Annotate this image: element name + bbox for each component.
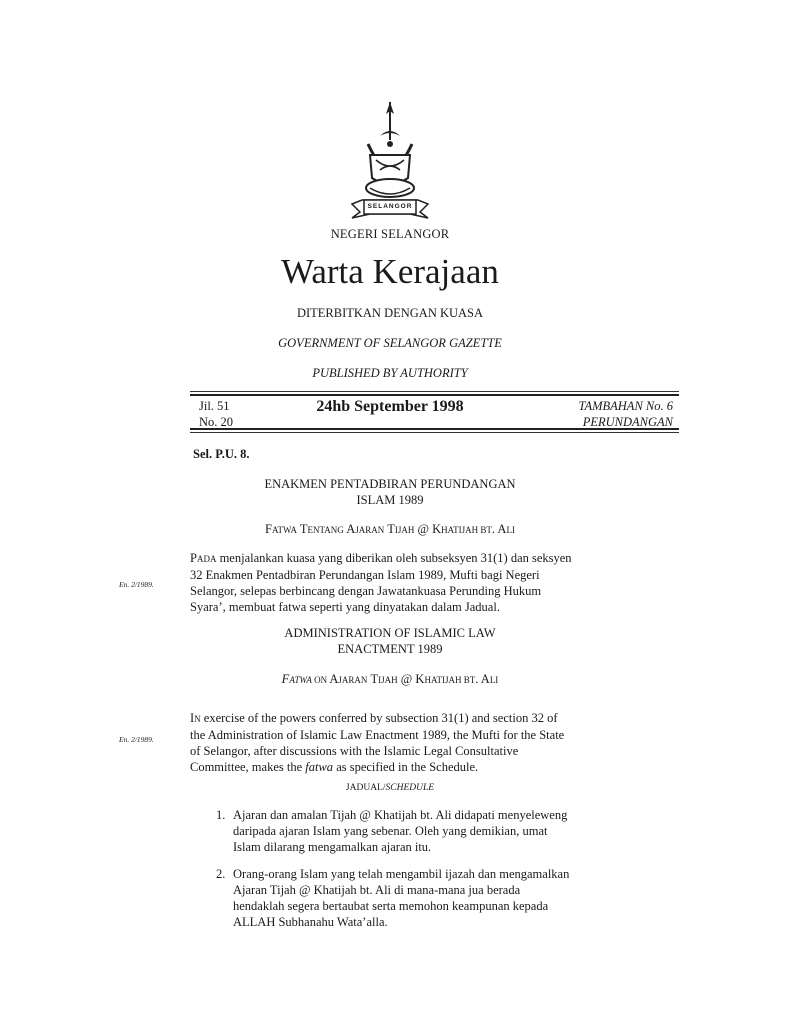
masthead-rule-bottom-thick bbox=[190, 428, 679, 430]
act-title-en-line1: ADMINISTRATION OF ISLAMIC LAW bbox=[284, 626, 496, 640]
paragraph-ms bbox=[190, 550, 587, 615]
published-with-authority-ms: DITERBITKAN DENGAN KUASA bbox=[296, 306, 484, 320]
margin-note-en: En. 2/1989. bbox=[119, 735, 154, 744]
paragraph-ms-line2: 32 Enakmen Pentadbiran Perundangan Islam 1989, Mufti bagi Negeri bbox=[190, 568, 540, 582]
schedule-item-line: Ajaran dan amalan Tijah @ Khatijah bt. Ali didapati menyeleweng bbox=[233, 808, 568, 822]
crest-ribbon-label: SELANGOR bbox=[367, 203, 413, 210]
schedule-item-line: Islam dilarang mengamalkan ajaran itu. bbox=[233, 840, 432, 854]
schedule-item-line: daripada ajaran Islam yang sebenar. Oleh yang demikian, umat bbox=[233, 824, 548, 838]
act-title-ms-line1: ENAKMEN PENTADBIRAN PERUNDANGAN bbox=[264, 477, 516, 491]
fatwa-title-en: FATWA ON AJARAN TIJAH @ KHATIJAH BT. ALI bbox=[281, 672, 499, 686]
paragraph-en-line3: of Selangor, after discussions with the Islamic Legal Consultative bbox=[190, 744, 519, 758]
supplement-info bbox=[520, 398, 673, 430]
schedule-heading: JADUAL/SCHEDULE bbox=[345, 783, 435, 793]
supplement-type: PERUNDANGAN bbox=[582, 415, 673, 429]
schedule-item-line: hendaklah segera bertaubat serta memohon keampunan kepada bbox=[233, 899, 549, 913]
supplement-number: TAMBAHAN No. 6 bbox=[578, 399, 673, 413]
issue-date: 24hb September 1998 bbox=[316, 398, 464, 415]
volume-number: Jil. 51 bbox=[199, 399, 230, 413]
schedule-item-line: ALLAH Subhanahu Wata’alla. bbox=[233, 915, 388, 929]
act-title-en-line2: ENACTMENT 1989 bbox=[337, 642, 443, 656]
fatwa-title-ms: FATWA TENTANG AJARAN TIJAH @ KHATIJAH BT. ALI bbox=[265, 522, 515, 536]
schedule-item bbox=[216, 866, 587, 930]
masthead-rule-bottom bbox=[190, 432, 679, 433]
gazette-title: Warta Kerajaan bbox=[281, 252, 499, 291]
paragraph-en-line1: IN exercise of the powers conferred by subsection 31(1) and section 32 of bbox=[190, 711, 558, 725]
schedule-item-line: Ajaran Tijah @ Khatijah bt. Ali di mana-mana jua berada bbox=[233, 883, 521, 897]
masthead-rule-top bbox=[190, 391, 679, 392]
volume-info bbox=[199, 398, 233, 430]
paragraph-ms-line1: PADA menjalankan kuasa yang diberikan oleh subseksyen 31(1) dan seksyen bbox=[190, 551, 572, 565]
document-reference: Sel. P.U. 8. bbox=[193, 447, 250, 461]
paragraph-ms-line4: Syara’, membuat fatwa seperti yang dinyatakan dalam Jadual. bbox=[190, 600, 500, 614]
act-title-en bbox=[190, 625, 590, 657]
schedule-item-number: 2. bbox=[216, 867, 226, 881]
paragraph-en bbox=[190, 710, 587, 775]
gazette-title-en: GOVERNMENT OF SELANGOR GAZETTE bbox=[278, 336, 502, 350]
issue-number: No. 20 bbox=[199, 415, 234, 429]
paragraph-ms-line3: Selangor, selepas berbincang dengan Jawatankuasa Perunding Hukum bbox=[190, 584, 542, 598]
schedule-item-number: 1. bbox=[216, 808, 226, 822]
act-title-ms-line2: ISLAM 1989 bbox=[356, 493, 424, 507]
paragraph-en-line4: Committee, makes the fatwa as specified in the Schedule. bbox=[190, 760, 479, 774]
schedule-item-line: Orang-orang Islam yang telah mengambil ijazah dan mengamalkan bbox=[233, 867, 570, 881]
paragraph-en-line2: the Administration of Islamic Law Enactment 1989, the Mufti for the State bbox=[190, 728, 565, 742]
schedule-item bbox=[216, 807, 587, 855]
margin-note-ms: En. 2/1989. bbox=[119, 580, 154, 589]
masthead-rule-top-thick bbox=[190, 394, 679, 396]
state-name: NEGERI SELANGOR bbox=[330, 227, 450, 241]
act-title-ms bbox=[190, 476, 590, 508]
published-by-authority-en: PUBLISHED BY AUTHORITY bbox=[312, 366, 468, 380]
